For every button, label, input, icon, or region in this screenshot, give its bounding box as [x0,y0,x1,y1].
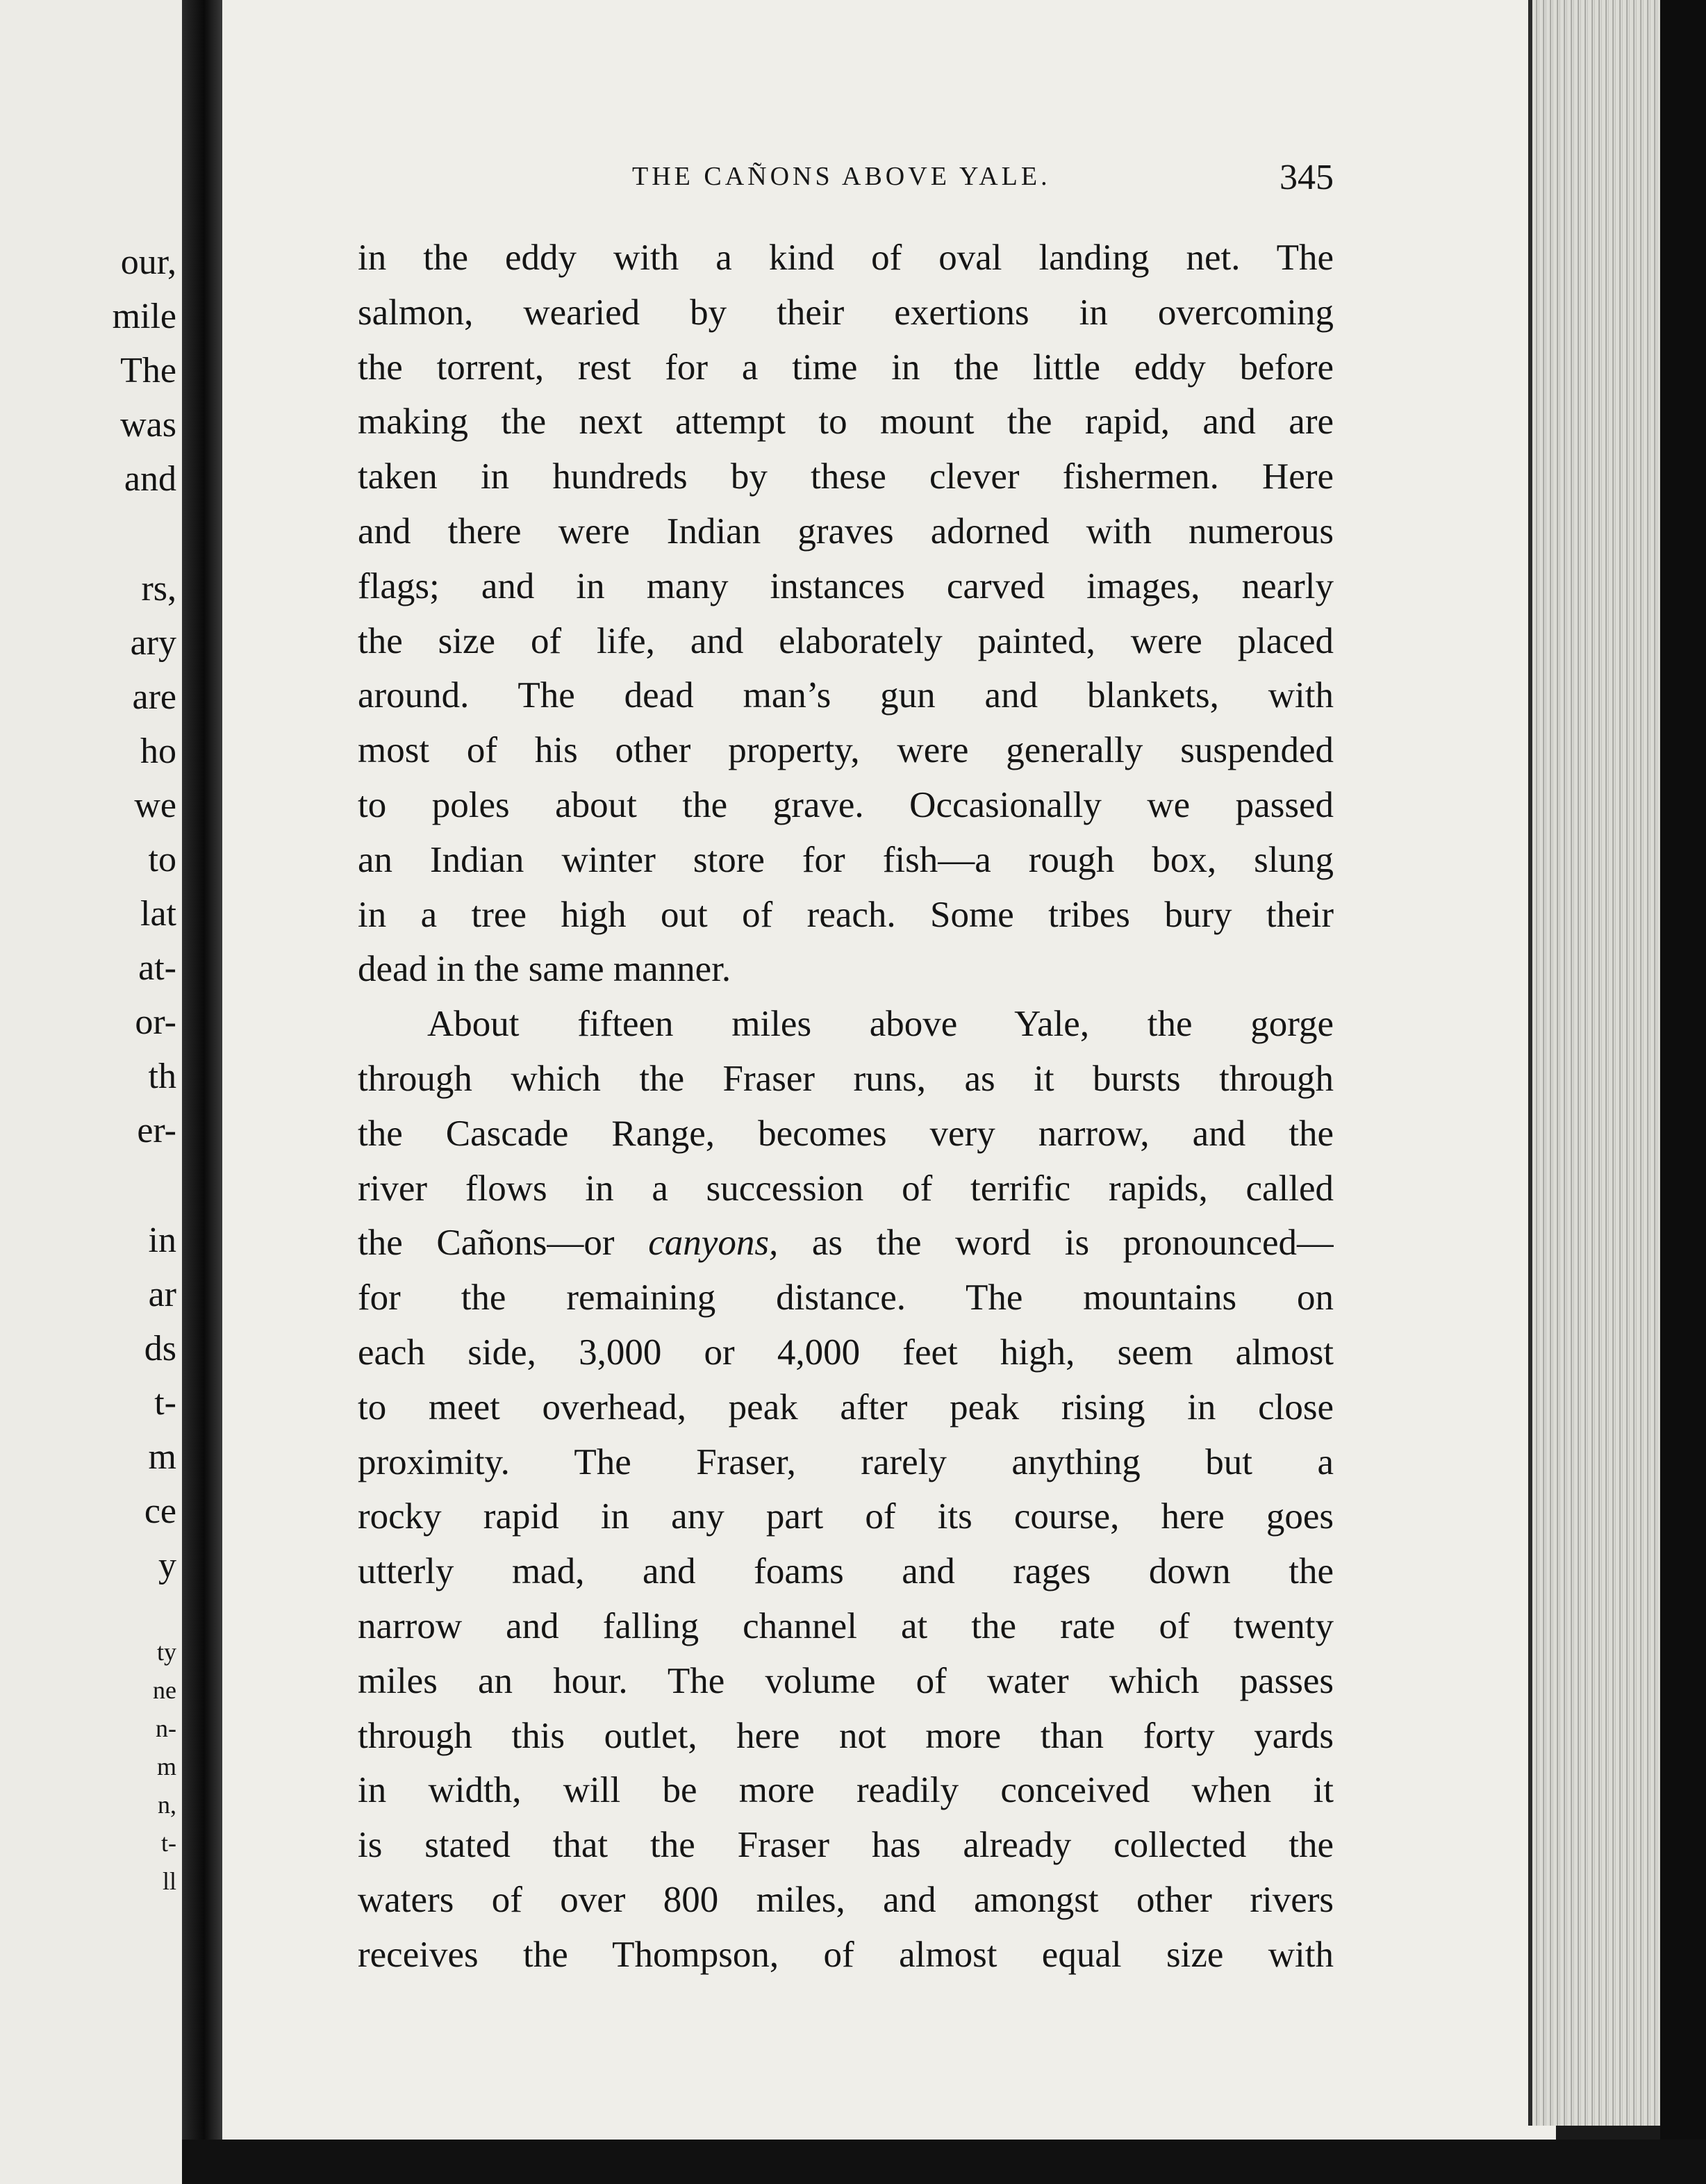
left-fragment: rs, [141,569,176,609]
left-fragment: The [120,351,176,390]
page-number: 345 [1280,158,1334,197]
left-fragment: y [158,1546,176,1585]
text-line: flags; and in many instances carved images, nearly [358,565,1334,606]
left-fragment: mile [112,297,176,336]
body-text [358,231,1334,1983]
text-line: receives the Thompson, of almost equal size with [358,1934,1334,1975]
text-line: and there were Indian graves adorned with numerous [358,511,1334,552]
text-line: each side, 3,000 or 4,000 feet high, seem almost [358,1332,1334,1373]
text-line: proximity. The Fraser, rarely anything but a [358,1441,1334,1482]
text-line: narrow and falling channel at the rate of twenty [358,1605,1334,1646]
left-fragment: ty [156,1638,176,1666]
text-line: in the eddy with a kind of oval landing net. The [358,238,1334,278]
text-line: river flows in a succession of terrific rapids, called [358,1168,1334,1209]
left-fragment: er- [137,1111,176,1150]
left-fragment: m [148,1437,176,1477]
text-line: in width, will be more readily conceived when it [358,1770,1334,1811]
left-fragment: n- [156,1714,176,1742]
left-fragment: or- [135,1002,176,1042]
text-line: most of his other property, were generally suspended [358,730,1334,771]
left-fragment: are [132,677,176,717]
text-line: taken in hundreds by these clever fishermen. Here [358,456,1334,497]
text-line: through this outlet, here not more than forty yards [358,1715,1334,1756]
left-fragment: to [148,840,176,879]
text-line: is stated that the Fraser has already collected the [358,1825,1334,1866]
left-fragment: t- [161,1829,176,1857]
left-fragment: th [148,1057,176,1096]
text-line: through which the Fraser runs, as it bursts through [358,1058,1334,1099]
bottom-shadow [182,2140,1706,2184]
text-line: for the remaining distance. The mountains on [358,1277,1334,1318]
page-edges [1528,0,1664,2126]
book-gutter [182,0,222,2184]
italic-word: canyons, [648,1223,779,1264]
left-page [0,0,182,2184]
edge-shadow [1660,0,1706,2184]
left-fragment: ds [144,1329,176,1368]
text-line: to meet overhead, peak after peak rising in close [358,1387,1334,1428]
left-fragment: in [148,1221,176,1260]
left-fragment: ary [130,623,176,663]
left-fragment: ar [148,1275,176,1314]
left-fragment: was [120,405,176,445]
text-line: miles an hour. The volume of water which passes [358,1660,1334,1701]
text-line: utterly mad, and foams and rages down the [358,1551,1334,1592]
text-line: About fifteen miles above Yale, the gorge [427,1004,1334,1045]
left-fragment: ho [140,731,176,771]
left-fragment: our, [120,242,176,282]
text-line [358,1216,1334,1271]
left-fragment: ll [162,1867,176,1895]
left-fragment: n, [158,1791,176,1819]
text-line: to poles about the grave. Occasionally we passed [358,784,1334,825]
text-line: the Cascade Range, becomes very narrow, and the [358,1113,1334,1154]
running-head [632,157,1334,206]
text-segment: as the word is pronounced— [811,1223,1334,1264]
left-fragment: m [156,1753,176,1780]
left-fragment: t- [154,1383,176,1423]
text-line: an Indian winter store for fish—a rough box, slung [358,839,1334,880]
left-fragment: at- [138,948,176,988]
text-line: the torrent, rest for a time in the little eddy before [358,347,1334,388]
left-fragment: we [134,786,176,825]
text-line: dead in the same manner. [358,949,731,990]
left-fragment: and [124,459,176,499]
left-fragment: lat [140,894,176,934]
left-fragment: ce [144,1491,176,1531]
text-line: the size of life, and elaborately painted, were placed [358,620,1334,661]
text-line: rocky rapid in any part of its course, here goes [358,1496,1334,1537]
left-fragment: ne [153,1676,176,1704]
text-segment: the Cañons—or [358,1223,615,1264]
text-line: waters of over 800 miles, and amongst other rivers [358,1879,1334,1920]
running-title: THE CAÑONS ABOVE YALE. [632,162,1051,191]
text-line: in a tree high out of reach. Some tribes bury their [358,894,1334,935]
text-line: salmon, wearied by their exertions in overcoming [358,292,1334,333]
text-line: making the next attempt to mount the rapid, and are [358,402,1334,442]
text-line: around. The dead man’s gun and blankets, with [358,675,1334,716]
